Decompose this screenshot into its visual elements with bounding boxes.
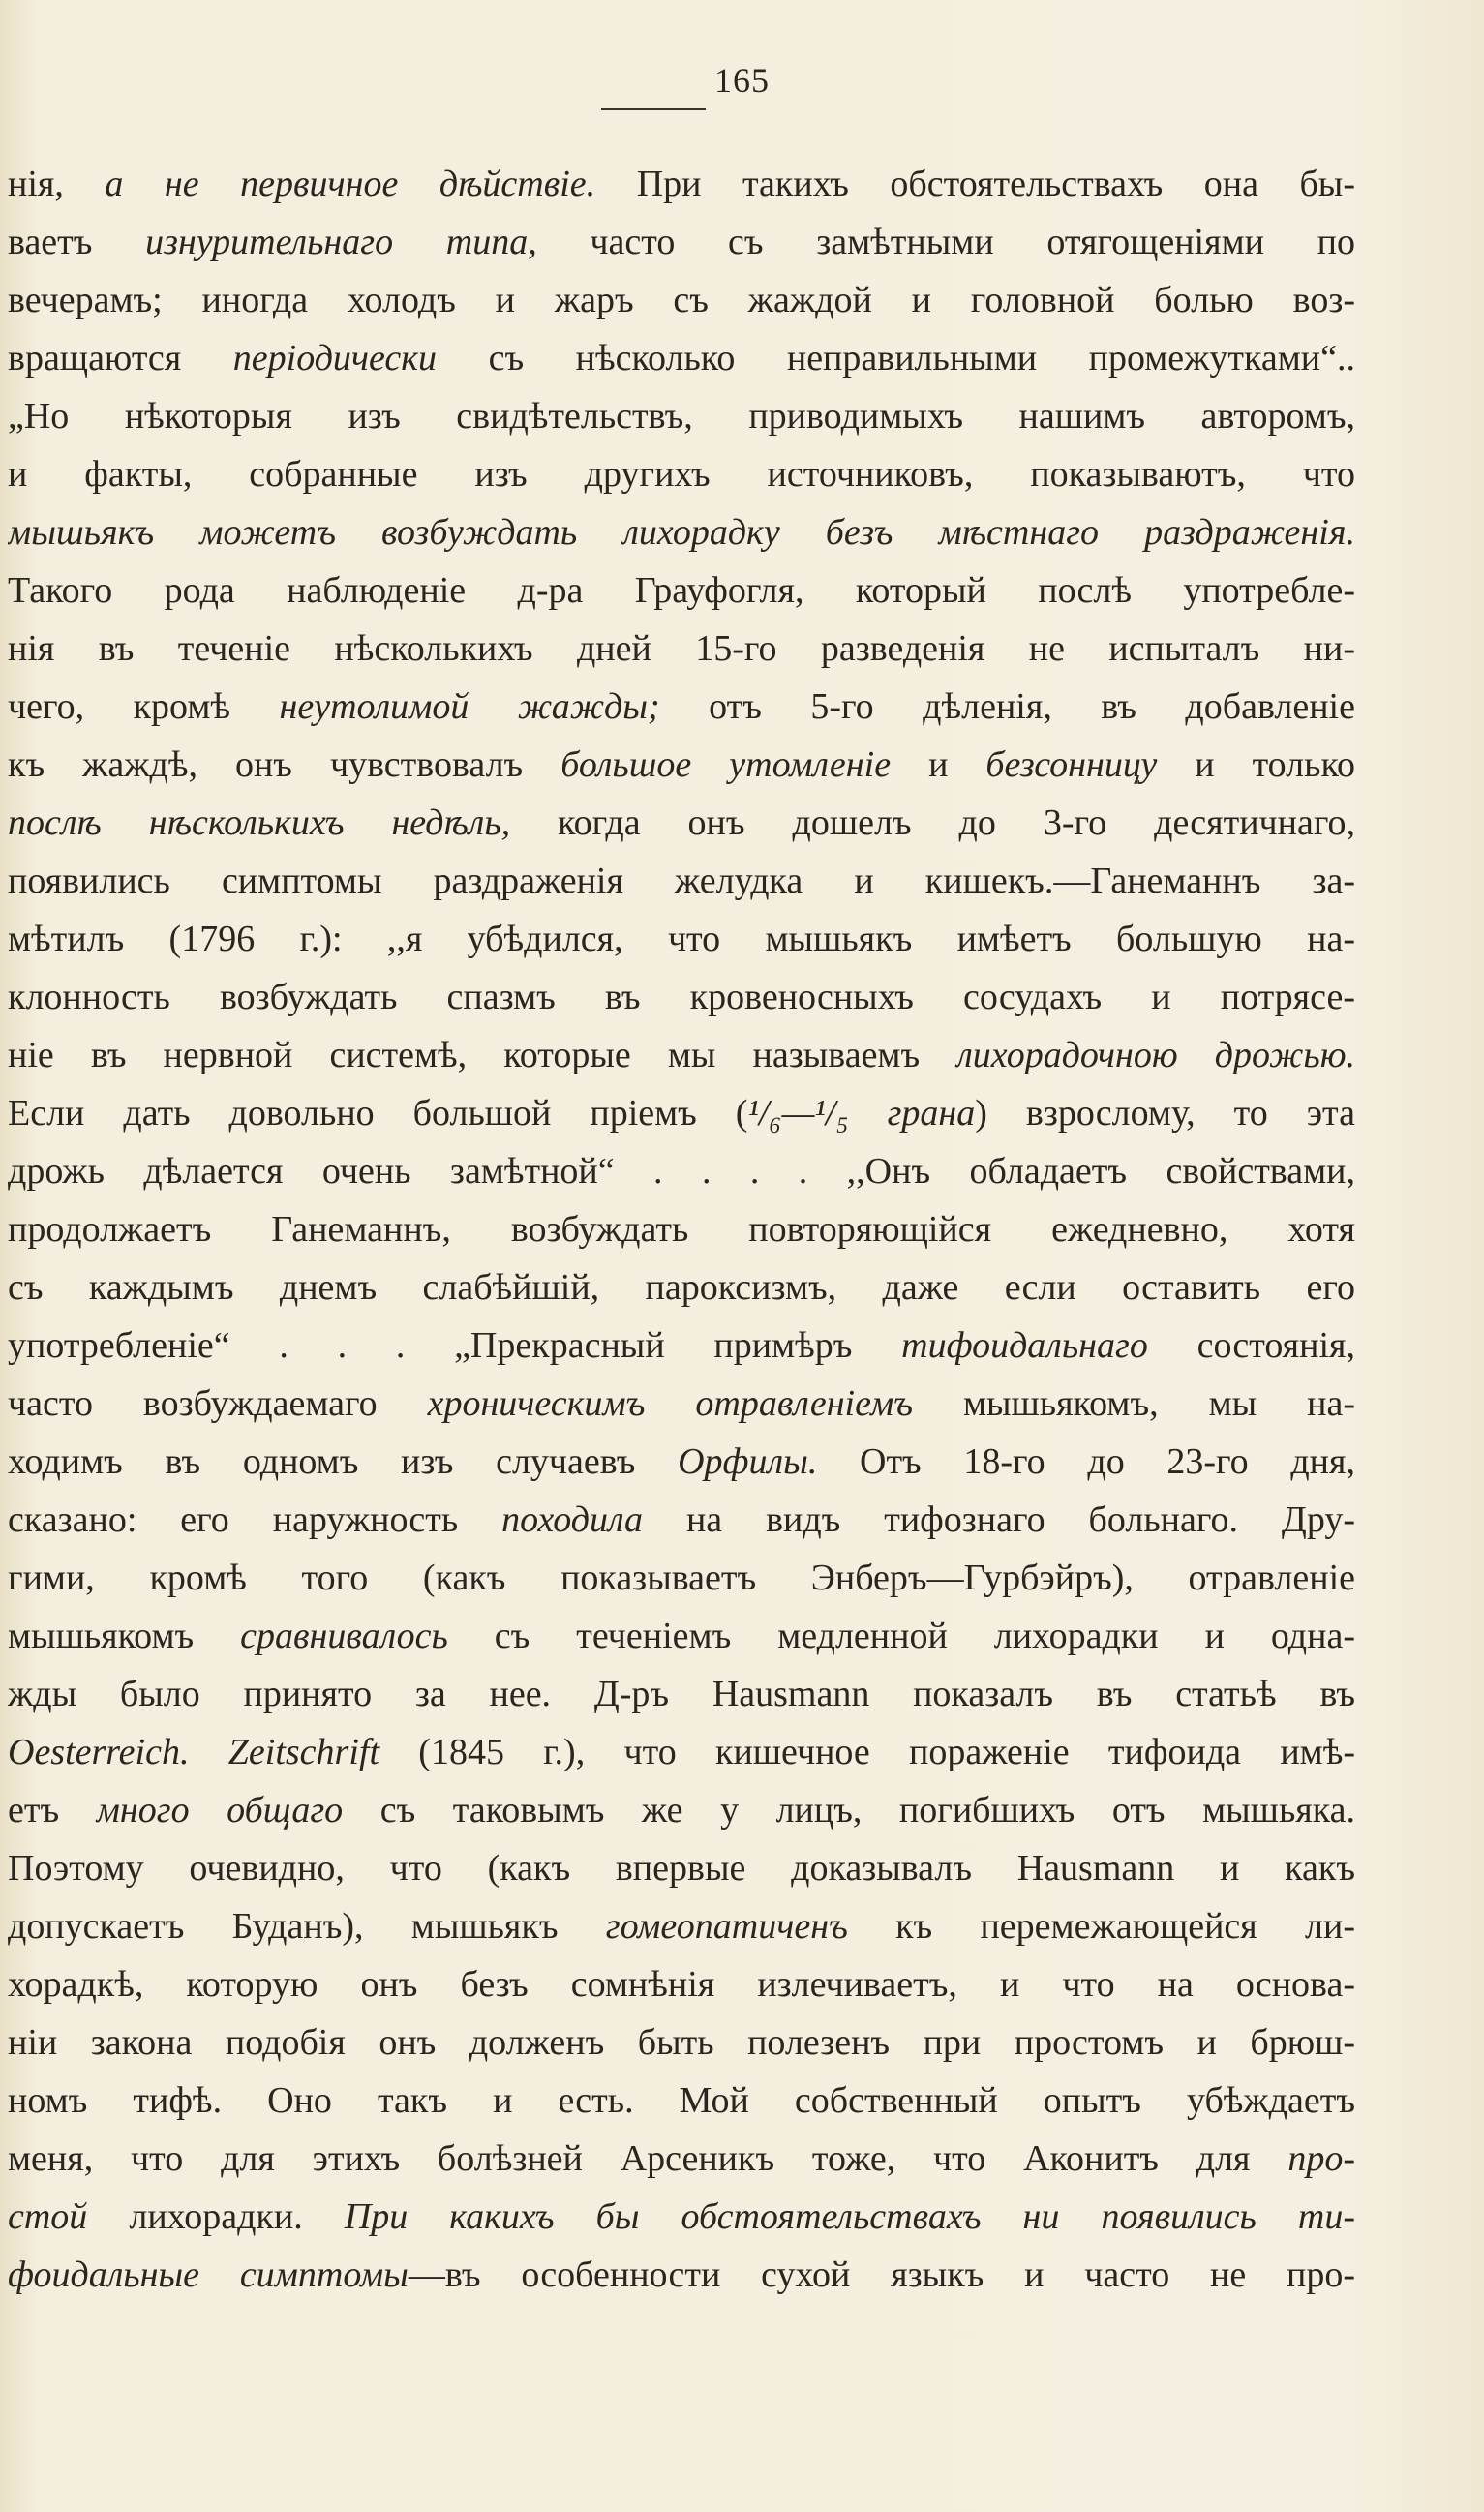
italic-text: безсонницу [985,744,1158,785]
text-line [8,561,1355,620]
italic-text: походила [501,1499,644,1540]
text-segment: мышьякомъ [8,1616,241,1656]
italic-text: хроническимъ отравленіемъ [427,1383,913,1424]
text-line [8,794,1355,852]
italic-text: сравнивалось [240,1616,448,1656]
text-segment: появились симптомы раздраженія желудка и кишекъ.—Ганеманнъ за- [8,861,1355,901]
text-segment: мѣтилъ (1796 г.): ,,я убѣдился, что мышьякъ имѣетъ большую на- [8,919,1355,959]
italic-text: большое утомленіе [560,744,892,785]
text-line [8,736,1355,794]
text-line [8,1084,1355,1142]
text-line [8,1723,1355,1781]
italic-text: а не первичное дѣйствіе. [105,164,596,204]
italic-text: про- [1287,2138,1355,2179]
text-segment: чего, кромѣ [8,686,280,727]
text-line [8,678,1355,736]
italic-text: стой [8,2196,88,2237]
text-line [8,1200,1355,1258]
text-line [8,1142,1355,1200]
text-line [8,620,1355,678]
text-line [8,1897,1355,1955]
text-line [8,1433,1355,1491]
text-line [8,2072,1355,2130]
text-line [8,213,1355,271]
text-line [8,1549,1355,1607]
text-segment: нія, [8,164,106,204]
text-segment: отъ 5-го дѣленія, въ добавленіе [659,686,1355,727]
body-text [8,155,1355,2304]
italic-text: послѣ нѣсколькихъ недѣль, [8,802,511,843]
text-segment: Отъ 18-го до 23-го дня, [817,1441,1355,1482]
text-segment: Поэтому очевидно, что (какъ впервые доказывалъ Hausmann и какъ [8,1848,1355,1889]
text-segment: вечерамъ; иногда холодъ и жаръ съ жаждой и головной болью воз- [8,280,1355,320]
text-segment: часто съ замѣтными отягощеніями по [536,222,1355,262]
text-segment: етъ [8,1790,97,1831]
page-number: 165 [714,61,770,100]
text-segment: дрожь дѣлается очень замѣтной“ . . . . ,,Онъ обладаетъ свойствами, [8,1151,1355,1192]
text-segment: клонность возбуждать спазмъ въ кровеносныхъ сосудахъ и потрясе- [8,977,1355,1017]
text-segment: употребленіе“ . . . „Прекрасный примѣръ [8,1325,902,1366]
text-segment: сказано: его наружность [8,1499,502,1540]
italic-text: лихорадочною дрожью. [956,1035,1355,1075]
text-segment: номъ тифѣ. Оно такъ и есть. Мой собственный опытъ убѣждаетъ [8,2080,1355,2121]
text-segment: Такого рода наблюденіе д-ра Грауфогля, который послѣ употребле- [8,570,1355,611]
text-segment: ваетъ [8,222,146,262]
italic-text: тифоидальнаго [901,1325,1148,1366]
text-line [8,910,1355,968]
text-line [8,271,1355,329]
text-segment: ) взрослому, то эта [975,1093,1355,1134]
text-line [8,1839,1355,1897]
text-segment: вращаются [8,338,233,378]
text-segment: ніе въ нервной системѣ, которые мы называемъ [8,1035,957,1075]
text-segment: ходимъ въ одномъ изъ случаевъ [8,1441,679,1482]
text-line [8,852,1355,910]
text-segment: гими, кромѣ того (какъ показываетъ Энберъ—Гурбэйръ), отравленіе [8,1558,1355,1598]
text-line [8,1258,1355,1317]
text-line [8,1317,1355,1375]
text-segment: и [891,744,986,785]
text-segment: При такихъ обстоятельствахъ она бы- [595,164,1355,204]
text-segment: хорадкѣ, которую онъ безъ сомнѣнія излечиваетъ, и что на основа- [8,1964,1355,2005]
text-segment: жды было принято за нее. Д-ръ Hausmann показалъ въ статьѣ въ [8,1674,1355,1714]
text-segment: къ жаждѣ, онъ чувствовалъ [8,744,561,785]
text-line [8,329,1355,387]
italic-text: изнурительнаго типа, [145,222,537,262]
text-segment: съ нѣсколько неправильными промежутками“.. [437,338,1355,378]
text-line [8,445,1355,503]
italic-text: неутолимой жажды; [279,686,660,727]
text-line [8,2013,1355,2072]
italic-text: гомеопатиченъ [605,1906,848,1947]
text-segment: меня, что для этихъ болѣзней Арсеникъ тоже, что Аконитъ для [8,2138,1288,2179]
text-segment: съ таковымъ же у лицъ, погибшихъ отъ мышьяка. [343,1790,1355,1831]
text-segment: Если дать довольно большой пріемъ ( [8,1093,748,1134]
italic-text: много общаго [96,1790,344,1831]
text-line [8,2188,1355,2246]
text-line [8,503,1355,561]
text-segment: съ каждымъ днемъ слабѣйшій, пароксизмъ, даже если оставить его [8,1267,1355,1308]
text-segment: съ теченіемъ медленной лихорадки и одна- [447,1616,1355,1656]
text-line [8,1955,1355,2013]
text-segment: мышьякомъ, мы на- [913,1383,1355,1424]
text-line [8,387,1355,445]
italic-text: фоидальные симптомы [8,2255,409,2295]
text-segment: состоянія, [1147,1325,1355,1366]
text-segment: часто возбуждаемаго [8,1383,428,1424]
text-line [8,968,1355,1026]
text-line [8,1375,1355,1433]
italic-text: Орфилы. [678,1441,818,1482]
text-segment: когда онъ дошелъ до 3-го десятичнаго, [510,802,1355,843]
text-line [8,1026,1355,1084]
text-segment: —въ особенности сухой языкъ и часто не про- [408,2255,1355,2295]
text-segment: къ перемежающейся ли- [847,1906,1355,1947]
text-line [8,2130,1355,2188]
text-segment: продолжаетъ Ганеманнъ, возбуждать повторяющійся ежедневно, хотя [8,1209,1355,1250]
text-line [8,1491,1355,1549]
text-segment: лихорадки. [87,2196,345,2237]
text-line [8,1607,1355,1665]
italic-text: Oesterreich. Zeitschrift [8,1732,379,1772]
italic-text: мышьякъ можетъ возбуждать лихорадку безъ мѣстнаго раздраженія. [8,512,1355,553]
text-line [8,155,1355,213]
text-segment: и только [1157,744,1355,785]
text-segment: нія въ теченіе нѣсколькихъ дней 15-го разведенія не испыталъ ни- [8,628,1355,669]
italic-text: При какихъ бы обстоятельствахъ ни появились ти- [344,2196,1355,2237]
text-segment: и факты, собранные изъ другихъ источниковъ, показываютъ, что [8,454,1355,495]
text-line [8,2246,1355,2304]
text-segment: допускаетъ Буданъ), мышьякъ [8,1906,606,1947]
text-line [8,1781,1355,1839]
italic-text: ¹/₆—¹/₅ грана [747,1093,976,1134]
italic-text: періодически [232,338,438,378]
text-segment: ніи закона подобія онъ долженъ быть полезенъ при простомъ и брюш- [8,2022,1355,2063]
page-number-rule [601,108,706,110]
text-segment: „Но нѣкоторыя изъ свидѣтельствъ, приводимыхъ нашимъ авторомъ, [8,396,1355,437]
text-segment: на видъ тифознаго больнаго. Дру- [643,1499,1355,1540]
text-line [8,1665,1355,1723]
text-segment: (1845 г.), что кишечное пораженіе тифоида имѣ- [379,1732,1355,1772]
